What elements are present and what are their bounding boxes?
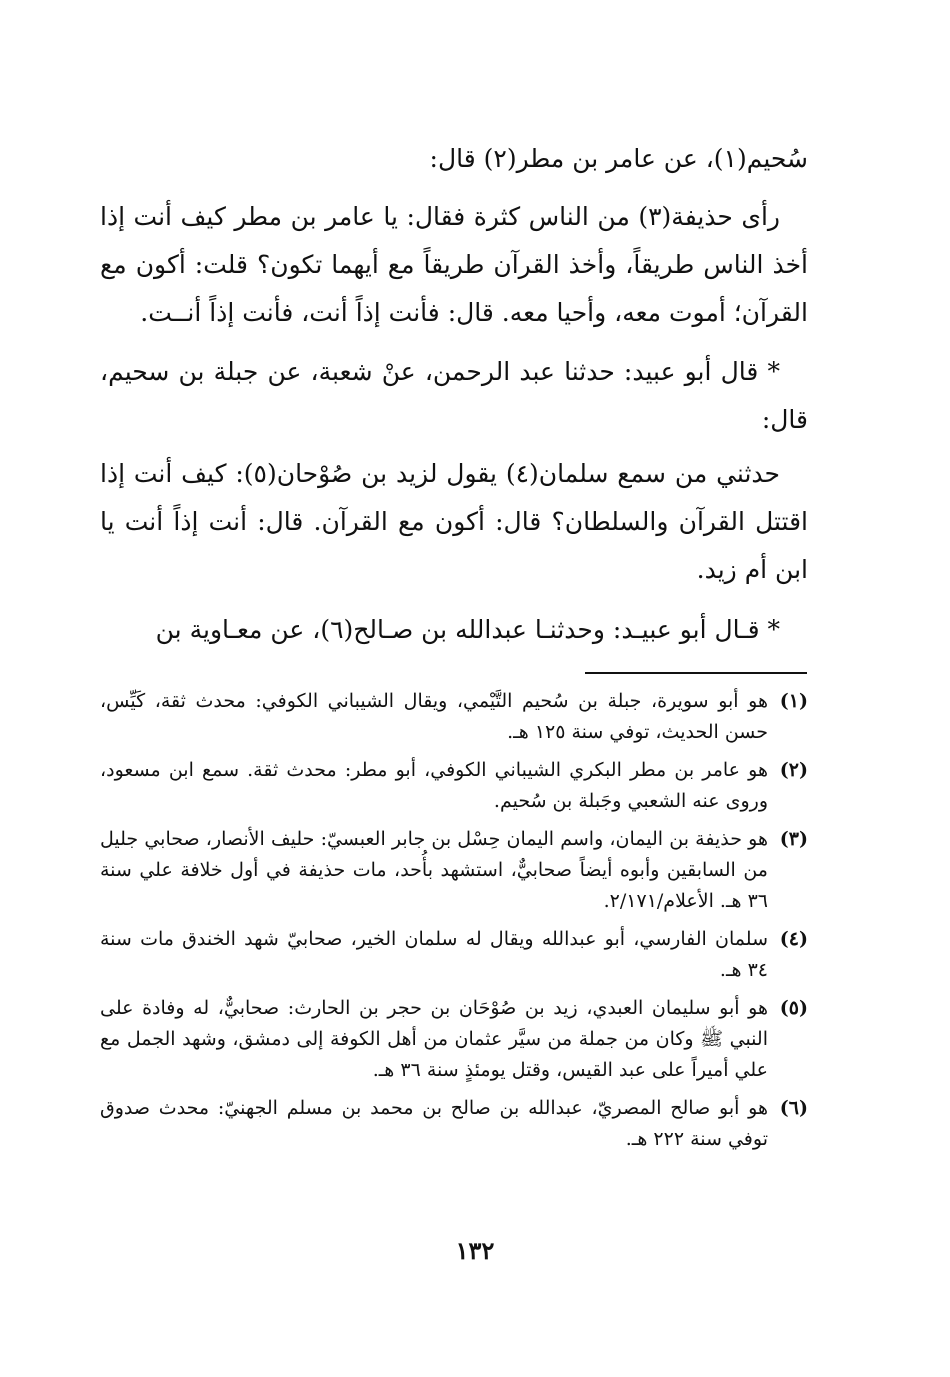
- paragraph-5: * قـال أبو عبيـد: وحدثنـا عبدالله بن صـالح(٦)، عن معـاوية بن: [155, 615, 780, 644]
- footnote-text: هو أبو صالح المصريّ، عبدالله بن صالح بن محمد بن مسلم الجهنيّ: محدث صدوق توفي سنة ٢٢٢ هـ.: [100, 1097, 768, 1150]
- footnote-3: [100, 824, 808, 917]
- footnote-number: (١): [779, 690, 808, 712]
- footnotes: [100, 686, 808, 1162]
- footnote-number: (٣): [779, 828, 808, 850]
- footnote-text: هو أبو سليمان العبدي، زيد بن صُوْحَان بن حجر بن الحارث: صحابيٌّ، له وفادة على النبي ﷺ وكان من جملة من سيَّر عثمان من أهل الكوفة إلى دمشق، وشهد الجمل مع علي أميراً على عبد القيس، وقتل يومئذٍ سنة ٣٦ هـ.: [100, 997, 768, 1081]
- footnote-text: هو أبو سويرة، جبلة بن سُحيم التَّيْمي، ويقال الشيباني الكوفي: محدث ثقة، كَيِّس، حسن الحديث، توفي سنة ١٢٥ هـ.: [100, 690, 768, 743]
- paragraph-3: * قال أبو عبيد: حدثنا عبد الرحمن، عنْ شعبة، عن جبلة بن سحيم، قال:: [100, 357, 808, 434]
- footnote-1: [100, 686, 808, 748]
- footnote-separator: [585, 672, 807, 674]
- footnote-text: سلمان الفارسي، أبو عبدالله ويقال له سلمان الخير، صحابيّ شهد الخندق مات سنة ٣٤ هـ.: [100, 928, 768, 981]
- footnote-number: (٤): [779, 928, 808, 950]
- footnote-text: هو حذيفة بن اليمان، واسم اليمان حِسْل بن جابر العبسيّ: حليف الأنصار، صحابي جليل من السابقين وأبوه أيضاً صحابيٌّ، استشهد بأُحد، مات حذيفة في أول خلافة علي سنة ٣٦ هـ. الأعلام/٢/١٧١.: [100, 828, 768, 912]
- paragraph-2: رأى حذيفة(٣) من الناس كثرة فقال: يا عامر بن مطر كيف أنت إذا أخذ الناس طريقاً، وأخذ القرآن طريقاً مع أيهما تكون؟ قلت: أكون مع القرآن؛ أموت معه، وأحيا معه. قال: فأنت إذاً أنت، فأنت إذاً أنــت.: [100, 202, 808, 327]
- footnote-number: (٥): [779, 997, 808, 1019]
- paragraph-4: حدثني من سمع سلمان(٤) يقول لزيد بن صُوْحان(٥): كيف أنت إذا اقتتل القرآن والسلطان؟ قال: أكون مع القرآن. قال: أنت إذاً أنت يا ابن أم زيد.: [100, 459, 808, 584]
- footnote-number: (٢): [779, 759, 808, 781]
- footnote-text: هو عامر بن مطر البكري الشيباني الكوفي، أبو مطر: محدث ثقة. سمع ابن مسعود، وروى عنه الشعبي وجَبلة بن سُحيم.: [100, 759, 768, 812]
- footnote-4: [100, 924, 808, 986]
- footnote-6: [100, 1093, 808, 1155]
- paragraph-1: سُحيم(١)، عن عامر بن مطر(٢) قال:: [429, 144, 808, 173]
- page-number: ١٣٢: [455, 1236, 495, 1265]
- footnote-number: (٦): [779, 1097, 808, 1119]
- footnote-5: [100, 993, 808, 1086]
- footnote-2: [100, 755, 808, 817]
